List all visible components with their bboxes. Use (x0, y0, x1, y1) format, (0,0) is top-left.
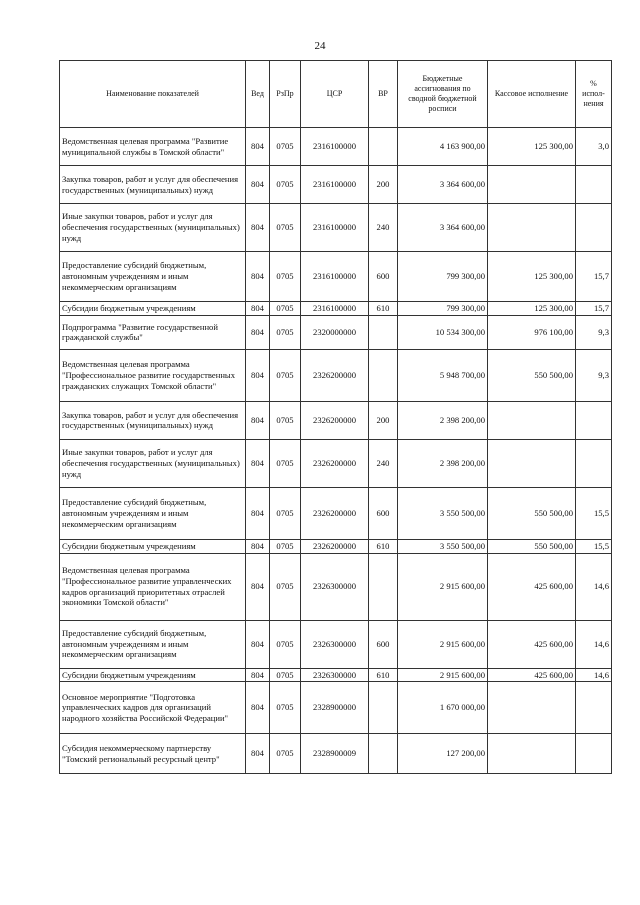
cell-pct (576, 734, 612, 774)
cell-name: Предоставление субсидий бюджетным, автономным учреждениям и иным некоммерческим организациям (60, 620, 246, 668)
cell-vr: 610 (369, 302, 398, 316)
cell-pct: 14,6 (576, 553, 612, 620)
cell-rzpr: 0705 (270, 204, 301, 252)
cell-rzpr: 0705 (270, 252, 301, 302)
cell-rzpr: 0705 (270, 682, 301, 734)
cell-csr: 2326200000 (301, 349, 369, 401)
cell-pct: 15,7 (576, 252, 612, 302)
cell-ved: 804 (246, 315, 270, 349)
cell-vr: 200 (369, 166, 398, 204)
table-row (60, 128, 612, 166)
cell-pct: 14,6 (576, 620, 612, 668)
cell-cash: 425 600,00 (488, 620, 576, 668)
cell-pct: 3,0 (576, 128, 612, 166)
page-number: 24 (314, 40, 326, 52)
cell-name: Субсидии бюджетным учреждениям (60, 539, 246, 553)
cell-budget: 2 398 200,00 (398, 401, 488, 439)
cell-pct (576, 401, 612, 439)
table-row (60, 401, 612, 439)
cell-vr: 600 (369, 487, 398, 539)
cell-ved: 804 (246, 401, 270, 439)
cell-pct: 15,5 (576, 487, 612, 539)
table-row (60, 439, 612, 487)
cell-vr: 240 (369, 204, 398, 252)
cell-budget: 1 670 000,00 (398, 682, 488, 734)
cell-ved: 804 (246, 620, 270, 668)
cell-csr: 2328900000 (301, 682, 369, 734)
header-ved: Вед (246, 61, 270, 128)
cell-budget: 799 300,00 (398, 252, 488, 302)
cell-ved: 804 (246, 252, 270, 302)
cell-name: Ведомственная целевая программа "Профессиональное развитие управленческих кадров организаций приоритетных отраслей экономики Томской области" (60, 553, 246, 620)
cell-budget: 3 550 500,00 (398, 487, 488, 539)
cell-ved: 804 (246, 302, 270, 316)
cell-pct: 15,5 (576, 539, 612, 553)
cell-csr: 2316100000 (301, 128, 369, 166)
cell-ved: 804 (246, 487, 270, 539)
cell-name: Субсидии бюджетным учреждениям (60, 302, 246, 316)
cell-csr: 2326200000 (301, 439, 369, 487)
cell-rzpr: 0705 (270, 668, 301, 682)
cell-cash: 550 500,00 (488, 487, 576, 539)
table-row (60, 302, 612, 316)
cell-pct (576, 682, 612, 734)
cell-pct: 9,3 (576, 315, 612, 349)
header-cash: Кассовое исполнение (488, 61, 576, 128)
cell-rzpr: 0705 (270, 553, 301, 620)
cell-vr: 600 (369, 252, 398, 302)
table-row (60, 668, 612, 682)
budget-table (59, 60, 612, 774)
cell-budget: 10 534 300,00 (398, 315, 488, 349)
header-rzpr: РзПр (270, 61, 301, 128)
cell-cash: 125 300,00 (488, 252, 576, 302)
table-row (60, 166, 612, 204)
table-row (60, 734, 612, 774)
cell-ved: 804 (246, 734, 270, 774)
table-row (60, 539, 612, 553)
cell-csr: 2326300000 (301, 620, 369, 668)
cell-ved: 804 (246, 166, 270, 204)
cell-ved: 804 (246, 553, 270, 620)
cell-cash (488, 439, 576, 487)
cell-cash: 125 300,00 (488, 128, 576, 166)
cell-vr (369, 553, 398, 620)
cell-ved: 804 (246, 204, 270, 252)
cell-vr: 600 (369, 620, 398, 668)
cell-csr: 2316100000 (301, 302, 369, 316)
cell-vr (369, 315, 398, 349)
cell-ved: 804 (246, 668, 270, 682)
cell-rzpr: 0705 (270, 128, 301, 166)
table-row (60, 252, 612, 302)
cell-vr: 610 (369, 539, 398, 553)
table-row (60, 204, 612, 252)
cell-ved: 804 (246, 349, 270, 401)
cell-vr: 200 (369, 401, 398, 439)
cell-cash (488, 204, 576, 252)
cell-budget: 3 550 500,00 (398, 539, 488, 553)
cell-csr: 2316100000 (301, 252, 369, 302)
cell-rzpr: 0705 (270, 166, 301, 204)
cell-ved: 804 (246, 439, 270, 487)
table-body (60, 128, 612, 774)
cell-ved: 804 (246, 682, 270, 734)
cell-cash (488, 682, 576, 734)
cell-budget: 4 163 900,00 (398, 128, 488, 166)
table-row (60, 553, 612, 620)
table-row (60, 349, 612, 401)
cell-name: Предоставление субсидий бюджетным, автономным учреждениям и иным некоммерческим организациям (60, 487, 246, 539)
cell-pct (576, 439, 612, 487)
cell-budget: 799 300,00 (398, 302, 488, 316)
table-row (60, 487, 612, 539)
cell-csr: 2316100000 (301, 166, 369, 204)
cell-rzpr: 0705 (270, 349, 301, 401)
cell-cash (488, 734, 576, 774)
cell-budget: 2 398 200,00 (398, 439, 488, 487)
cell-name: Ведомственная целевая программа "Развитие муниципальной службы в Томской области" (60, 128, 246, 166)
cell-budget: 3 364 600,00 (398, 204, 488, 252)
cell-name: Закупка товаров, работ и услуг для обеспечения государственных (муниципальных) нужд (60, 401, 246, 439)
table-row (60, 315, 612, 349)
cell-cash (488, 401, 576, 439)
cell-rzpr: 0705 (270, 734, 301, 774)
cell-rzpr: 0705 (270, 302, 301, 316)
cell-name: Подпрограмма "Развитие государственной гражданской службы" (60, 315, 246, 349)
header-percent: % испол-нения (576, 61, 612, 128)
cell-csr: 2326200000 (301, 401, 369, 439)
cell-ved: 804 (246, 128, 270, 166)
cell-vr (369, 682, 398, 734)
cell-name: Субсидии бюджетным учреждениям (60, 668, 246, 682)
header-name: Наименование показателей (60, 61, 246, 128)
cell-vr (369, 734, 398, 774)
cell-vr: 610 (369, 668, 398, 682)
cell-budget: 2 915 600,00 (398, 553, 488, 620)
cell-rzpr: 0705 (270, 539, 301, 553)
cell-name: Основное мероприятие "Подготовка управленческих кадров для организаций народного хозяйства Российской Федерации" (60, 682, 246, 734)
cell-name: Закупка товаров, работ и услуг для обеспечения государственных (муниципальных) нужд (60, 166, 246, 204)
cell-budget: 3 364 600,00 (398, 166, 488, 204)
cell-budget: 127 200,00 (398, 734, 488, 774)
header-csr: ЦСР (301, 61, 369, 128)
cell-pct (576, 166, 612, 204)
cell-rzpr: 0705 (270, 401, 301, 439)
cell-pct: 14,6 (576, 668, 612, 682)
cell-budget: 2 915 600,00 (398, 668, 488, 682)
cell-name: Субсидия некоммерческому партнерству "Томский региональный ресурсный центр" (60, 734, 246, 774)
cell-budget: 5 948 700,00 (398, 349, 488, 401)
cell-name: Иные закупки товаров, работ и услуг для обеспечения государственных (муниципальных) нужд (60, 204, 246, 252)
cell-cash: 550 500,00 (488, 539, 576, 553)
header-budget: Бюджетные ассигнования по сводной бюджетной росписи (398, 61, 488, 128)
cell-csr: 2326200000 (301, 487, 369, 539)
header-vr: ВР (369, 61, 398, 128)
cell-cash: 425 600,00 (488, 553, 576, 620)
cell-csr: 2326300000 (301, 553, 369, 620)
table-header (60, 61, 612, 128)
cell-vr: 240 (369, 439, 398, 487)
cell-csr: 2326200000 (301, 539, 369, 553)
cell-name: Предоставление субсидий бюджетным, автономным учреждениям и иным некоммерческим организациям (60, 252, 246, 302)
cell-name: Иные закупки товаров, работ и услуг для обеспечения государственных (муниципальных) нужд (60, 439, 246, 487)
cell-cash: 976 100,00 (488, 315, 576, 349)
cell-csr: 2326300000 (301, 668, 369, 682)
cell-rzpr: 0705 (270, 315, 301, 349)
cell-pct: 9,3 (576, 349, 612, 401)
cell-cash: 425 600,00 (488, 668, 576, 682)
cell-cash: 550 500,00 (488, 349, 576, 401)
cell-pct: 15,7 (576, 302, 612, 316)
cell-cash (488, 166, 576, 204)
cell-pct (576, 204, 612, 252)
cell-vr (369, 128, 398, 166)
cell-budget: 2 915 600,00 (398, 620, 488, 668)
cell-cash: 125 300,00 (488, 302, 576, 316)
cell-vr (369, 349, 398, 401)
cell-rzpr: 0705 (270, 620, 301, 668)
cell-ved: 804 (246, 539, 270, 553)
cell-csr: 2320000000 (301, 315, 369, 349)
cell-name: Ведомственная целевая программа "Профессиональное развитие государственных гражданских служащих Томской области" (60, 349, 246, 401)
cell-rzpr: 0705 (270, 439, 301, 487)
cell-rzpr: 0705 (270, 487, 301, 539)
table-row (60, 620, 612, 668)
table-row (60, 682, 612, 734)
cell-csr: 2328900009 (301, 734, 369, 774)
cell-csr: 2316100000 (301, 204, 369, 252)
